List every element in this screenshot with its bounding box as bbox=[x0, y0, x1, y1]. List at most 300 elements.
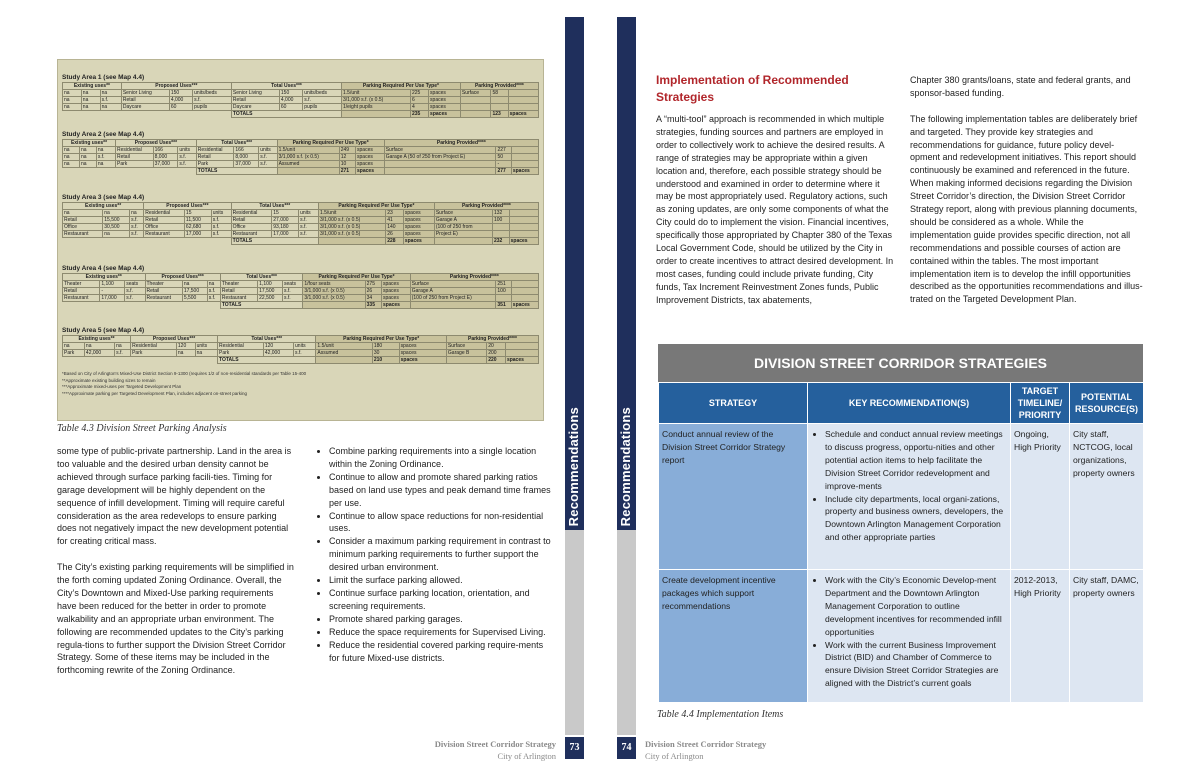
table-row bbox=[659, 570, 1144, 703]
table-cell: s.f. bbox=[283, 295, 303, 302]
table-cell: 150 bbox=[169, 90, 192, 97]
study-area-title: Study Area 1 (see Map 4.4) bbox=[62, 74, 145, 81]
table-cell: spaces bbox=[381, 295, 410, 302]
side-tab-grey bbox=[565, 530, 584, 735]
table-cell: s.f. bbox=[115, 350, 131, 357]
footer-title: Division Street Corridor Strategy bbox=[434, 739, 556, 749]
table-cell: 4 bbox=[410, 104, 428, 111]
table-cell: spaces bbox=[399, 350, 446, 357]
table-cell: units bbox=[178, 147, 196, 154]
table-cell: 60 bbox=[279, 104, 302, 111]
table-cell: spaces bbox=[429, 104, 461, 111]
table-cell: 17,000 bbox=[184, 231, 211, 238]
paragraph: Chapter 380 grants/loans, state and federal grants, and sponsor-based funding. bbox=[910, 75, 1131, 98]
table-cell: 1.5/unit bbox=[316, 343, 372, 350]
table-cell: 1/eight pupils bbox=[342, 104, 411, 111]
study-area-block bbox=[62, 193, 539, 245]
table-cell: 27,000 bbox=[272, 217, 299, 224]
totals-value: spaces bbox=[511, 168, 538, 175]
recommendations-cell bbox=[808, 570, 1011, 703]
table-cell: units bbox=[299, 210, 319, 217]
table-cell: 17,000 bbox=[272, 231, 299, 238]
table-cell: units bbox=[294, 343, 316, 350]
table-cell: na bbox=[182, 281, 207, 288]
totals-label: TOTALS bbox=[231, 238, 318, 245]
timeline-cell: Ongoing, High Priority bbox=[1011, 424, 1070, 570]
table-cell: s.f. bbox=[299, 217, 319, 224]
table-cell: 22,500 bbox=[258, 295, 283, 302]
table-cell: Retail bbox=[63, 217, 103, 224]
table-cell: na bbox=[96, 161, 115, 168]
table-cell: units bbox=[259, 147, 277, 154]
table-cell: 120 bbox=[176, 343, 195, 350]
table-cell: 30 bbox=[372, 350, 399, 357]
study-area-block bbox=[62, 326, 539, 364]
table-cell: (100 of 250 from Project E) bbox=[410, 295, 496, 302]
parking-note: ****Approximate parking per Targeted Development Plan, includes adjacent on-street parking bbox=[62, 390, 248, 396]
table-cell: Retail bbox=[63, 288, 100, 295]
totals-value: 351 bbox=[496, 302, 511, 309]
column-header: Parking Required Per Use Type* bbox=[277, 140, 384, 147]
table-cell: na bbox=[81, 90, 100, 97]
table-cell: units/beds bbox=[193, 90, 232, 97]
table-cell: Surface bbox=[460, 90, 491, 97]
table-cell: na bbox=[63, 147, 80, 154]
table-cell: na bbox=[79, 154, 96, 161]
table-cell bbox=[511, 295, 538, 302]
table-cell bbox=[384, 161, 496, 168]
column-header: TARGET TIMELINE/ PRIORITY bbox=[1011, 383, 1070, 424]
table-cell: - bbox=[496, 161, 511, 168]
table-cell: 251 bbox=[496, 281, 511, 288]
table-header-row bbox=[63, 336, 539, 343]
table-cell: spaces bbox=[356, 154, 385, 161]
table-header-row bbox=[63, 274, 539, 281]
table-cell: spaces bbox=[429, 97, 461, 104]
list-item: • Continue surface parking location, orientation, and screening requirements. bbox=[329, 587, 555, 613]
table-caption: Table 4.3 Division Street Parking Analysis bbox=[57, 423, 227, 434]
table-cell: na bbox=[63, 161, 80, 168]
table-cell: spaces bbox=[381, 281, 410, 288]
table-row bbox=[63, 210, 539, 217]
table-cell: Residential bbox=[218, 343, 264, 350]
list-item: • Continue to allow and promote shared parking ratios based on land use types and peak demand time frames per use. bbox=[329, 471, 555, 510]
table-cell: na bbox=[130, 210, 144, 217]
table-cell: 1.5/unit bbox=[318, 210, 385, 217]
table-row bbox=[63, 281, 539, 288]
table-cell: s.f. bbox=[299, 224, 319, 231]
table-cell: na bbox=[63, 154, 80, 161]
table-cell: na bbox=[195, 350, 217, 357]
table-cell: (100 of 250 from bbox=[434, 224, 492, 231]
table-cell bbox=[318, 238, 385, 245]
table-cell bbox=[508, 90, 538, 97]
column-header: Proposed Uses*** bbox=[121, 83, 231, 90]
table-cell: 166 bbox=[153, 147, 178, 154]
column-header: Parking Provided**** bbox=[434, 203, 538, 210]
totals-value: spaces bbox=[356, 168, 385, 175]
totals-value: spaces bbox=[509, 238, 538, 245]
study-area-title: Study Area 4 (see Map 4.4) bbox=[62, 265, 145, 272]
table-cell: Retail bbox=[145, 288, 182, 295]
table-cell: s.f. bbox=[96, 154, 115, 161]
table-cell bbox=[491, 97, 508, 104]
table-cell bbox=[384, 168, 496, 175]
table-caption: Table 4.4 Implementation Items bbox=[657, 709, 784, 720]
table-cell bbox=[446, 357, 486, 364]
table-header-row bbox=[63, 83, 539, 90]
table-cell: na bbox=[63, 104, 82, 111]
table-cell: spaces bbox=[399, 343, 446, 350]
table-cell: 17,500 bbox=[258, 288, 283, 295]
table-cell: Retail bbox=[121, 97, 169, 104]
table-cell: s.f. bbox=[125, 295, 145, 302]
study-area-table bbox=[62, 335, 539, 364]
list-item: • Include city departments, local organi-zations, property and business owners, developers, the Downtown Arlington Management Corporation and other appropriate parties bbox=[825, 493, 1007, 545]
table-cell: s.f. bbox=[130, 231, 144, 238]
table-cell: s.f. bbox=[283, 288, 303, 295]
table-cell: 200 bbox=[487, 350, 506, 357]
table-cell: 100 bbox=[496, 288, 511, 295]
strategy-cell: Conduct annual review of the Division Street Corridor Strategy report bbox=[659, 424, 808, 570]
table-cell: 132 bbox=[493, 210, 510, 217]
table-row bbox=[63, 295, 539, 302]
table-cell: na bbox=[84, 343, 114, 350]
totals-row bbox=[63, 168, 539, 175]
table-cell: 3/1,000 s.f. (x 0.5) bbox=[318, 224, 385, 231]
table-cell: 3/1,000 s.f. (x 0.5) bbox=[303, 288, 365, 295]
table-cell: Project E) bbox=[434, 231, 492, 238]
table-cell: seats bbox=[283, 281, 303, 288]
table-cell: 100 bbox=[493, 217, 510, 224]
column-header: Existing uses** bbox=[63, 83, 122, 90]
table-cell: s.f. bbox=[207, 295, 220, 302]
totals-value: 335 bbox=[365, 302, 381, 309]
table-cell: 23 bbox=[386, 210, 404, 217]
study-area-title: Study Area 2 (see Map 4.4) bbox=[62, 131, 145, 138]
table-cell: 140 bbox=[386, 224, 404, 231]
table-row bbox=[63, 97, 539, 104]
table-cell: seats bbox=[125, 281, 145, 288]
study-area-block bbox=[62, 73, 539, 118]
column-header: KEY RECOMMENDATION(S) bbox=[808, 383, 1011, 424]
table-cell: Park bbox=[131, 350, 177, 357]
table-cell bbox=[491, 104, 508, 111]
table-cell bbox=[493, 224, 510, 231]
table-row bbox=[63, 350, 539, 357]
paragraph: A “multi-tool” approach is recommended in which multiple strategies, funding sources and partners are employed in order to collectively work to achieve the desired results. A range of strategies may be appropriate within a given location and, therefore, each possible strategy should be understood and examined in order to determine where it may be most appropriately used. Regulatory actions, such as zoning updates, are only some components of what the City could do to implement the vision. Financial incentives, specifically those appropriated by Chapter 380 of the Texas Local Government Code, should be utilized by the City in order to create incentives to attract desired development. In most cases, funding could include private funding, City funds, Tax Increment Reinvestment Zones funds, Public Improvement Districts, tax abatements, bbox=[656, 114, 894, 305]
column-header: Proposed Uses*** bbox=[131, 336, 218, 343]
table-cell: Office bbox=[144, 224, 185, 231]
table-cell: na bbox=[96, 147, 115, 154]
side-tab-bar bbox=[617, 17, 636, 530]
table-cell: na bbox=[79, 161, 96, 168]
table-cell: na bbox=[63, 97, 82, 104]
table-cell: na bbox=[100, 90, 121, 97]
table-cell: Theater bbox=[145, 281, 182, 288]
table-cell: 15,500 bbox=[103, 217, 130, 224]
column-header: POTENTIAL RESOURCE(S) bbox=[1070, 383, 1144, 424]
left-column-text bbox=[57, 445, 295, 690]
list-item: • Continue to allow space reductions for non-residential uses. bbox=[329, 510, 555, 536]
column-header: Proposed Uses*** bbox=[144, 203, 231, 210]
study-area-block bbox=[62, 130, 539, 175]
parking-recommendation-list bbox=[316, 445, 555, 664]
totals-row bbox=[63, 302, 539, 309]
section-heading: Implementation of Recommended Strategies bbox=[656, 73, 849, 104]
table-cell bbox=[509, 231, 538, 238]
table-cell: 26 bbox=[365, 288, 381, 295]
table-cell: Retail bbox=[231, 97, 279, 104]
table-cell: 275 bbox=[365, 281, 381, 288]
list-item: • Reduce the space requirements for Supervised Living. bbox=[329, 626, 555, 639]
parking-notes bbox=[62, 371, 306, 397]
strategies-table-title: DIVISION STREET CORRIDOR STRATEGIES bbox=[658, 344, 1143, 382]
totals-row bbox=[63, 111, 539, 118]
table-cell: Restaurant bbox=[220, 295, 257, 302]
table-cell: Retail bbox=[196, 154, 234, 161]
paragraph: The following implementation tables are deliberately brief and targeted. They provide key strategies and recommendations for guidance, future policy devel-opment and redevelopment initiatives. This report should continuously be examined and referenced in the future. When making informed decisions regarding the Division Street Corridor’s direction, the Division Street Corridor Strategy report, along with previous planning documents, should be considered as a whole. While the implementation guide provides specific direction, not all recommendations and possible courses of action are contained within the tables. The most important implementation item is to develop the infill opportunities described as the opportunities recommendations and illus-trated on the Targeted Development Plan. bbox=[910, 113, 1143, 305]
table-cell bbox=[410, 302, 496, 309]
table-cell: Garage B bbox=[446, 350, 486, 357]
table-header-row bbox=[659, 383, 1144, 424]
table-cell: 10 bbox=[339, 161, 355, 168]
resources-cell: City staff, NCTCOG, local organizations, property owners bbox=[1070, 424, 1144, 570]
table-cell: Retail bbox=[144, 217, 185, 224]
table-cell bbox=[460, 97, 491, 104]
table-row bbox=[63, 90, 539, 97]
list-item: • Limit the surface parking allowed. bbox=[329, 574, 555, 587]
table-cell: units bbox=[211, 210, 231, 217]
table-cell: 227 bbox=[496, 147, 511, 154]
table-cell: s.f. bbox=[299, 231, 319, 238]
totals-value: 228 bbox=[386, 238, 404, 245]
table-cell: na bbox=[63, 90, 82, 97]
table-cell bbox=[303, 302, 365, 309]
table-cell: Assumed bbox=[316, 350, 372, 357]
totals-label: TOTALS bbox=[220, 302, 303, 309]
table-cell: 5,500 bbox=[182, 295, 207, 302]
table-cell bbox=[63, 168, 197, 175]
totals-value: 210 bbox=[372, 357, 399, 364]
table-cell: spaces bbox=[403, 224, 434, 231]
table-cell: spaces bbox=[429, 90, 461, 97]
table-cell: units/beds bbox=[303, 90, 342, 97]
table-cell: s.f. bbox=[178, 154, 196, 161]
table-cell: 93,180 bbox=[272, 224, 299, 231]
totals-value: spaces bbox=[508, 111, 538, 118]
study-area-table bbox=[62, 273, 539, 309]
timeline-cell: 2012-2013, High Priority bbox=[1011, 570, 1070, 703]
table-cell bbox=[342, 111, 411, 118]
table-cell bbox=[511, 161, 538, 168]
table-cell: Park bbox=[116, 161, 154, 168]
table-cell: 4,000 bbox=[169, 97, 192, 104]
side-tab-label: Recommendations bbox=[618, 406, 633, 526]
list-item: • Reduce the residential covered parking require-ments for future Mixed-use districts. bbox=[329, 639, 555, 665]
totals-value: 220 bbox=[487, 357, 506, 364]
table-row bbox=[63, 343, 539, 350]
totals-value: 232 bbox=[493, 238, 510, 245]
column-header: Parking Provided**** bbox=[410, 274, 538, 281]
table-cell: 1/four seats bbox=[303, 281, 365, 288]
table-cell: na bbox=[100, 104, 121, 111]
table-cell: 150 bbox=[279, 90, 302, 97]
table-cell: na bbox=[63, 210, 103, 217]
table-cell: spaces bbox=[403, 217, 434, 224]
table-cell: 3/1,000 s.f. (x 0.5) bbox=[342, 97, 411, 104]
right-column-2-text bbox=[910, 74, 1144, 319]
page-number: 74 bbox=[617, 737, 636, 759]
column-header: Total Uses*** bbox=[231, 203, 318, 210]
table-cell: Restaurant bbox=[144, 231, 185, 238]
side-tab-label: Recommendations bbox=[566, 406, 581, 526]
column-header: Existing uses** bbox=[63, 140, 116, 147]
right-column-1-text bbox=[656, 113, 894, 319]
table-cell bbox=[505, 343, 538, 350]
totals-label: TOTALS bbox=[196, 168, 277, 175]
table-cell: s.f. bbox=[303, 97, 342, 104]
footer-subtitle: City of Arlington bbox=[497, 751, 556, 761]
table-cell: Theater bbox=[220, 281, 257, 288]
table-cell: Surface bbox=[384, 147, 496, 154]
table-cell: Restaurant bbox=[63, 295, 100, 302]
side-tab-grey bbox=[617, 530, 636, 735]
table-cell: spaces bbox=[381, 288, 410, 295]
column-header: STRATEGY bbox=[659, 383, 808, 424]
table-cell bbox=[434, 238, 492, 245]
strategies-table bbox=[658, 344, 1143, 703]
table-cell: 225 bbox=[410, 90, 428, 97]
column-header: Existing uses** bbox=[63, 274, 146, 281]
table-cell bbox=[493, 231, 510, 238]
table-cell: 3/1,000 s.f. (x 0.5) bbox=[303, 295, 365, 302]
totals-value: spaces bbox=[505, 357, 538, 364]
table-cell bbox=[511, 147, 538, 154]
table-cell: 3/1,000 s.f. (x 0.5) bbox=[277, 154, 339, 161]
table-cell: Senior Living bbox=[231, 90, 279, 97]
paragraph: The City’s existing parking requirements will be simplified in the forth coming updated Zoning Ordinance. Overall, the City’s Downtown and Mixed-Use parking requirements have been reduced for the better in order to promote walkability and an appropriate urban environment. The following are recommended updates to the City’s parking regula-tions to further support the Division Street Corridor Strategy. Some of these items may be included in the forthcoming rewrite of the Zoning Ordinance. bbox=[57, 562, 294, 676]
table-row bbox=[63, 288, 539, 295]
column-header: Total Uses*** bbox=[218, 336, 316, 343]
column-header: Existing uses** bbox=[63, 203, 144, 210]
study-area-title: Study Area 5 (see Map 4.4) bbox=[62, 327, 145, 334]
table-cell: s.f. bbox=[178, 161, 196, 168]
table-cell: 180 bbox=[372, 343, 399, 350]
table-cell: Restaurant bbox=[63, 231, 103, 238]
table-cell bbox=[508, 97, 538, 104]
table-cell: na bbox=[176, 350, 195, 357]
table-cell bbox=[511, 154, 538, 161]
column-header: Total Uses*** bbox=[231, 83, 341, 90]
totals-value: 123 bbox=[491, 111, 508, 118]
table-cell: Restaurant bbox=[231, 231, 272, 238]
table-cell bbox=[509, 210, 538, 217]
table-cell bbox=[460, 104, 491, 111]
table-cell: 50 bbox=[496, 154, 511, 161]
column-header: Proposed Uses*** bbox=[145, 274, 220, 281]
study-area-table bbox=[62, 82, 539, 118]
table-cell: na bbox=[63, 343, 85, 350]
table-cell: Residential bbox=[116, 147, 154, 154]
table-cell bbox=[460, 111, 491, 118]
table-cell bbox=[63, 111, 232, 118]
table-cell: 58 bbox=[491, 90, 508, 97]
table-cell: pupils bbox=[303, 104, 342, 111]
table-cell: 37,000 bbox=[234, 161, 259, 168]
table-cell: s.f. bbox=[211, 231, 231, 238]
column-header: Parking Provided**** bbox=[446, 336, 538, 343]
column-header: Parking Required Per Use Type* bbox=[342, 83, 461, 90]
table-row bbox=[63, 104, 539, 111]
table-cell: na bbox=[79, 147, 96, 154]
parking-analysis-table bbox=[57, 59, 544, 421]
table-cell: Park bbox=[196, 161, 234, 168]
table-cell bbox=[316, 357, 372, 364]
table-cell: 166 bbox=[234, 147, 259, 154]
table-cell bbox=[63, 302, 221, 309]
table-cell: Daycare bbox=[231, 104, 279, 111]
table-cell: Park bbox=[63, 350, 85, 357]
page-number: 73 bbox=[565, 737, 584, 759]
table-cell: Surface bbox=[410, 281, 496, 288]
table-cell: 120 bbox=[263, 343, 293, 350]
table-row bbox=[63, 217, 539, 224]
list-item: • Consider a maximum parking requirement in contrast to minimum parking requirements to further support the desired urban environment. bbox=[329, 535, 555, 574]
table-cell: Office bbox=[63, 224, 103, 231]
totals-value: 235 bbox=[410, 111, 428, 118]
totals-value: spaces bbox=[511, 302, 538, 309]
table-cell: 1.5/unit bbox=[342, 90, 411, 97]
table-cell: Residential bbox=[196, 147, 234, 154]
column-header: Parking Provided**** bbox=[384, 140, 538, 147]
study-area-title: Study Area 3 (see Map 4.4) bbox=[62, 194, 145, 201]
table-cell: s.f. bbox=[193, 97, 232, 104]
column-header: Parking Required Per Use Type* bbox=[318, 203, 434, 210]
table-header-row bbox=[63, 203, 539, 210]
table-cell: Park bbox=[218, 350, 264, 357]
table-cell: s.f. bbox=[130, 217, 144, 224]
study-area-table bbox=[62, 139, 539, 175]
totals-value: spaces bbox=[399, 357, 446, 364]
table-cell: Residential bbox=[131, 343, 177, 350]
table-cell: 17,500 bbox=[182, 288, 207, 295]
table-cell: Garage A (50 of 250 from Project E) bbox=[384, 154, 496, 161]
table-cell: Retail bbox=[231, 217, 272, 224]
table-cell: Office bbox=[231, 224, 272, 231]
table-cell: Garage A bbox=[434, 217, 492, 224]
table-cell: 1.5/unit bbox=[277, 147, 339, 154]
table-cell: 15 bbox=[184, 210, 211, 217]
table-cell: na bbox=[103, 210, 130, 217]
table-cell bbox=[511, 288, 538, 295]
table-cell: Surface bbox=[446, 343, 486, 350]
table-cell: 249 bbox=[339, 147, 355, 154]
list-item: • Work with the current Business Improvement District (BID) and Chamber of Commerce to ensure Division Street Corridor Strategies are aligned with the District’s current goals bbox=[825, 639, 1007, 691]
table-cell: Daycare bbox=[121, 104, 169, 111]
table-cell: na bbox=[207, 281, 220, 288]
column-header: Parking Required Per Use Type* bbox=[303, 274, 410, 281]
table-cell: Restaurant bbox=[145, 295, 182, 302]
side-tab-bar bbox=[565, 17, 584, 530]
column-header: Total Uses*** bbox=[220, 274, 303, 281]
table-cell: na bbox=[81, 104, 100, 111]
table-cell: 3/1,000 s.f. (x 0.5) bbox=[318, 231, 385, 238]
table-cell: units bbox=[195, 343, 217, 350]
table-cell bbox=[505, 350, 538, 357]
table-cell: 8,000 bbox=[234, 154, 259, 161]
study-area-table bbox=[62, 202, 539, 245]
